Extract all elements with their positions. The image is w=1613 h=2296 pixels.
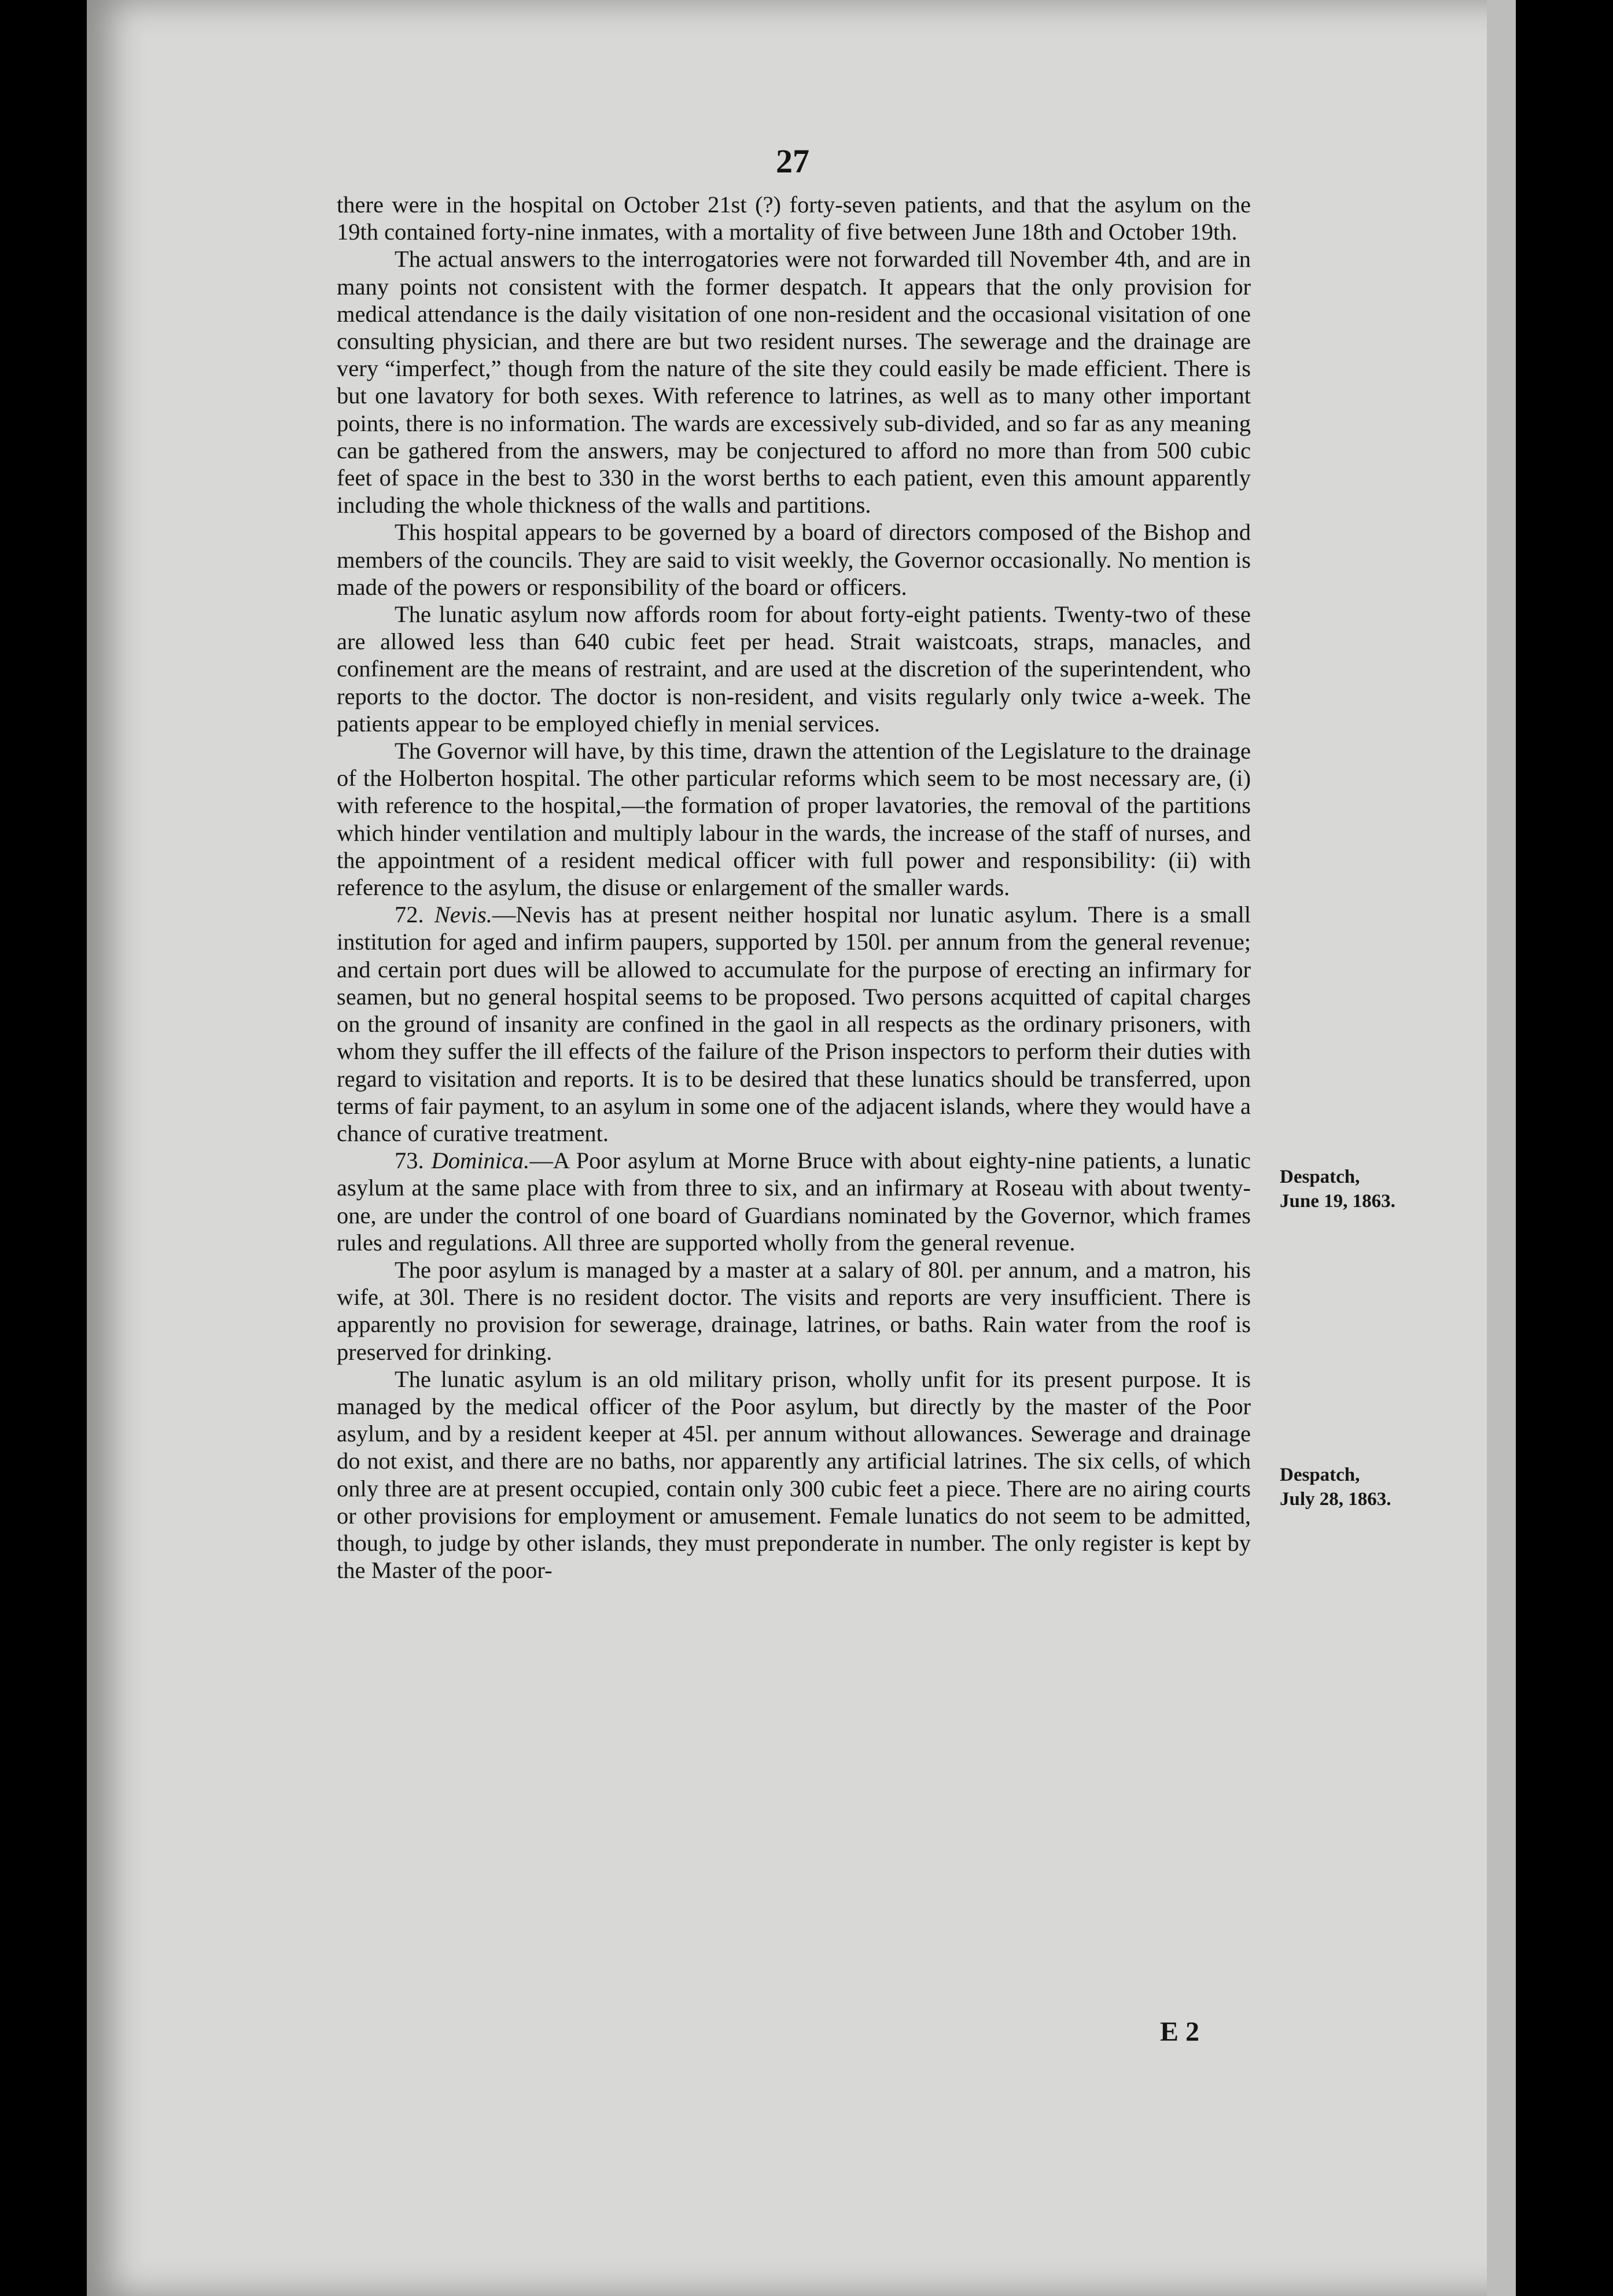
section-number: 72. [395, 902, 424, 928]
margin-note-line: Despatch, [1280, 1465, 1360, 1485]
paragraph: The actual answers to the interrogatories were not forwarded till November 4th, and are in many points not consistent with the former despatch. It appears that the only provision for medical attendance is the daily visitation of one non-resident and the occasional visitation of one consulting physician, and there are but two resident nurses. The sewerage and the drainage are very “imperfect,” though from the nature of the site they could easily be made efficient. There is but one lavatory for both sexes. With reference to latrines, as well as to many other important points, there is no information. The wards are excessively sub-divided, and so far as any meaning can be gathered from the answers, may be conjectured to afford no more than from 500 cubic feet of space in the best to 330 in the worst berths to each patient, even this amount apparently including the whole thickness of the walls and partitions. [337, 246, 1251, 518]
section-heading: Dominica. [431, 1147, 530, 1174]
margin-note-line: Despatch, [1280, 1167, 1360, 1187]
page-number: 27 [776, 142, 809, 180]
page-edge [1487, 0, 1516, 2296]
margin-note-despatch-july [1280, 1463, 1430, 1511]
paragraph: The lunatic asylum now affords room for about forty-eight patients. Twenty-two of these are allowed less than 640 cubic feet per head. Strait waistcoats, straps, manacles, and confinement are the means of restraint, and are used at the discretion of the superintendent, who reports to the doctor. The doctor is non-resident, and visits regularly only twice a-week. The patients appear to be employed chiefly in menial services. [337, 601, 1251, 737]
signature-mark: E 2 [1160, 2017, 1200, 2047]
paragraph: The lunatic asylum is an old military prison, wholly unfit for its present purpose. It is managed by the medical officer of the Poor asylum, but directly by the master of the Poor asylum, and by a resident keeper at 45l. per annum without allowances. Sewerage and drainage do not exist, and there are no baths, nor apparently any artificial latrines. The six cells, of which only three are at present occupied, contain only 300 cubic feet a piece. There are no airing courts or other provisions for employment or amusement. Female lunatics do not seem to be admitted, though, to judge by other islands, they must preponderate in number. The only register is kept by the Master of the poor- [337, 1366, 1251, 1584]
margin-note-date: June 19, 1863. [1280, 1191, 1395, 1212]
scan-border-right [1516, 0, 1613, 2296]
section-number: 73. [395, 1147, 424, 1174]
section-72 [337, 901, 1251, 1147]
margin-note-date: July 28, 1863. [1280, 1489, 1391, 1510]
paragraph: The poor asylum is managed by a master at a salary of 80l. per annum, and a matron, his wife, at 30l. There is no resident doctor. The visits and reports are very insufficient. There is apparently no provision for sewerage, drainage, latrines, or baths. Rain water from the roof is preserved for drinking. [337, 1256, 1251, 1365]
paragraph: there were in the hospital on October 21st (?) forty-seven patients, and that the asylum on the 19th contained forty-nine inmates, with a mortality of five between June 18th and October 19th. [337, 192, 1251, 245]
section-text: —Nevis has at present neither hospital nor lunatic asylum. There is a small institution for aged and infirm paupers, supported by 150l. per annum from the general revenue; and certain port dues will be allowed to accumulate for the purpose of erecting an infirmary for seamen, but no general hospital seems to be proposed. Two persons acquitted of capital charges on the ground of insanity are confined in the gaol in all respects as the ordinary prisoners, with whom they suffer the ill effects of the failure of the Prison inspectors to perform their duties with regard to visitation and reports. It is to be desired that these lunatics should be transferred, upon terms of fair payment, to an asylum in some one of the adjacent islands, where they would have a chance of curative treatment. [337, 902, 1251, 1146]
margin-note-despatch-june [1280, 1165, 1430, 1213]
section-heading: Nevis. [434, 902, 492, 928]
paragraph: The Governor will have, by this time, drawn the attention of the Legislature to the drainage of the Holberton hospital. The other particular reforms which seem to be most necessary are, (i) with reference to the hospital,—the formation of proper lavatories, the removal of the partitions which hinder ventilation and multiply labour in the wards, the increase of the staff of nurses, and the appointment of a resident medical officer with full power and responsibility: (ii) with reference to the asylum, the disuse or enlargement of the smaller wards. [337, 738, 1251, 901]
body-text [337, 191, 1251, 1584]
section-text: —A Poor asylum at Morne Bruce with about eighty-nine patients, a lunatic asylum at the same place with from three to six, and an infirmary at Roseau with about twenty-one, are under the control of one board of Guardians nominated by the Governor, which frames rules and regulations. All three are supported wholly from the general revenue. [337, 1147, 1251, 1256]
section-73 [337, 1147, 1251, 1256]
paragraph: This hospital appears to be governed by a board of directors composed of the Bishop and members of the councils. They are said to visit weekly, the Governor occasionally. No mention is made of the powers or responsibility of the board or officers. [337, 519, 1251, 600]
scan-border-left [0, 0, 87, 2296]
